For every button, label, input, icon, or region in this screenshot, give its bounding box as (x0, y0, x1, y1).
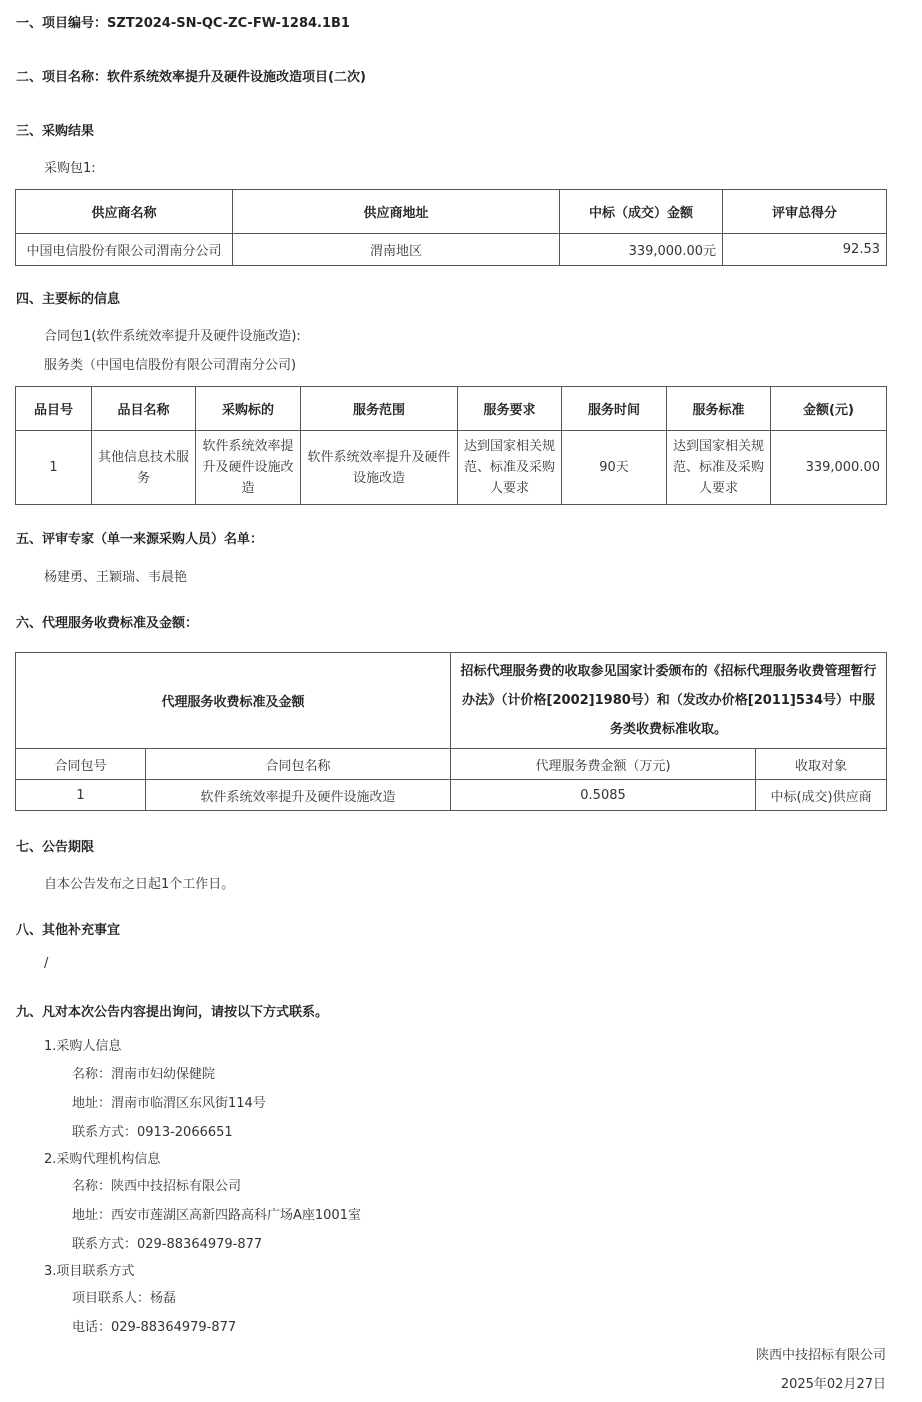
header-contract-name: 合同包名称 (146, 749, 451, 780)
project-name: 二、项目名称：软件系统效率提升及硬件设施改造项目(二次) (16, 70, 366, 85)
buyer-contact: 联系方式：0913-2066651 (72, 1125, 233, 1140)
section-contact: 九、凡对本次公告内容提出询问，请按以下方式联系。 (16, 1005, 329, 1020)
fee-standard-label: 代理服务收费标准及金额 (16, 653, 451, 749)
result-table (15, 189, 887, 266)
footer-date: 2025年02月27日 (780, 1377, 886, 1392)
header-amount: 金额(元) (771, 387, 887, 431)
section-agency-fee: 六、代理服务收费标准及金额： (16, 616, 199, 631)
header-service-time: 服务时间 (562, 387, 667, 431)
service-time: 90天 (562, 431, 667, 505)
fee-amount: 0.5085 (451, 780, 756, 811)
procurement-subject: 软件系统效率提升及硬件设施改造 (196, 431, 301, 505)
amount: 339,000.00 (771, 431, 887, 505)
section-procurement-result: 三、采购结果 (16, 124, 95, 139)
contract-name: 软件系统效率提升及硬件设施改造 (146, 780, 451, 811)
header-item-name: 品目名称 (92, 387, 196, 431)
buyer-heading: 1.采购人信息 (44, 1039, 122, 1054)
service-scope: 软件系统效率提升及硬件设施改造 (301, 431, 458, 505)
bid-amount: 339,000.00元 (560, 234, 723, 266)
table-row (16, 234, 887, 266)
header-service-scope: 服务范围 (301, 387, 458, 431)
header-supplier-name: 供应商名称 (16, 190, 233, 234)
buyer-address: 地址：渭南市临渭区东风街114号 (72, 1096, 266, 1111)
fee-payer: 中标(成交)供应商 (756, 780, 887, 811)
buyer-name: 名称：渭南市妇幼保健院 (72, 1067, 216, 1082)
contract-label: 合同包1(软件系统效率提升及硬件设施改造): (44, 329, 301, 344)
subject-table (15, 386, 887, 505)
project-number: 一、项目编号：SZT2024-SN-QC-ZC-FW-1284.1B1 (16, 16, 350, 31)
item-name: 其他信息技术服务 (92, 431, 196, 505)
header-fee-amount: 代理服务费金额（万元) (451, 749, 756, 780)
package-label: 采购包1: (44, 161, 96, 176)
header-fee-payer: 收取对象 (756, 749, 887, 780)
notice-period-text: 自本公告发布之日起1个工作日。 (44, 877, 235, 892)
table-row (16, 780, 887, 811)
header-service-requirement: 服务要求 (458, 387, 562, 431)
expert-names: 杨建勇、王颖瑞、韦晨艳 (44, 570, 188, 585)
header-item-no: 品目号 (16, 387, 92, 431)
footer-company: 陕西中技招标有限公司 (755, 1348, 886, 1363)
project-contact-heading: 3.项目联系方式 (44, 1264, 135, 1279)
table-row (16, 431, 887, 505)
service-requirement: 达到国家相关规范、标准及采购人要求 (458, 431, 562, 505)
header-contract-no: 合同包号 (16, 749, 146, 780)
supplier-name: 中国电信股份有限公司渭南分公司 (16, 234, 233, 266)
agency-name: 名称：陕西中技招标有限公司 (72, 1179, 242, 1194)
project-contact-person: 项目联系人：杨磊 (72, 1291, 177, 1306)
agency-contact: 联系方式：029-88364979-877 (72, 1237, 263, 1252)
agency-heading: 2.采购代理机构信息 (44, 1152, 161, 1167)
agency-address: 地址：西安市莲湖区高新四路高科广场A座1001室 (72, 1208, 361, 1223)
header-total-score: 评审总得分 (723, 190, 887, 234)
other-matters-text: / (44, 956, 49, 971)
section-main-subject: 四、主要标的信息 (16, 292, 121, 307)
total-score: 92.53 (723, 234, 887, 266)
project-contact-phone: 电话：029-88364979-877 (72, 1320, 237, 1335)
header-procurement-subject: 采购标的 (196, 387, 301, 431)
section-other-matters: 八、其他补充事宜 (16, 923, 121, 938)
fee-table (15, 652, 887, 811)
item-no: 1 (16, 431, 92, 505)
category-label: 服务类（中国电信股份有限公司渭南分公司) (44, 358, 297, 373)
section-notice-period: 七、公告期限 (16, 840, 95, 855)
fee-standard-desc: 招标代理服务费的收取参见国家计委颁布的《招标代理服务收费管理暂行办法》（计价格[2002]1980号）和（发改办价格[2011]534号）中服务类收费标准收取。 (451, 653, 887, 749)
supplier-address: 渭南地区 (233, 234, 560, 266)
header-service-standard: 服务标准 (667, 387, 771, 431)
service-standard: 达到国家相关规范、标准及采购人要求 (667, 431, 771, 505)
contract-no: 1 (16, 780, 146, 811)
header-bid-amount: 中标（成交）金额 (560, 190, 723, 234)
header-supplier-address: 供应商地址 (233, 190, 560, 234)
section-experts: 五、评审专家（单一来源采购人员）名单： (16, 532, 264, 547)
